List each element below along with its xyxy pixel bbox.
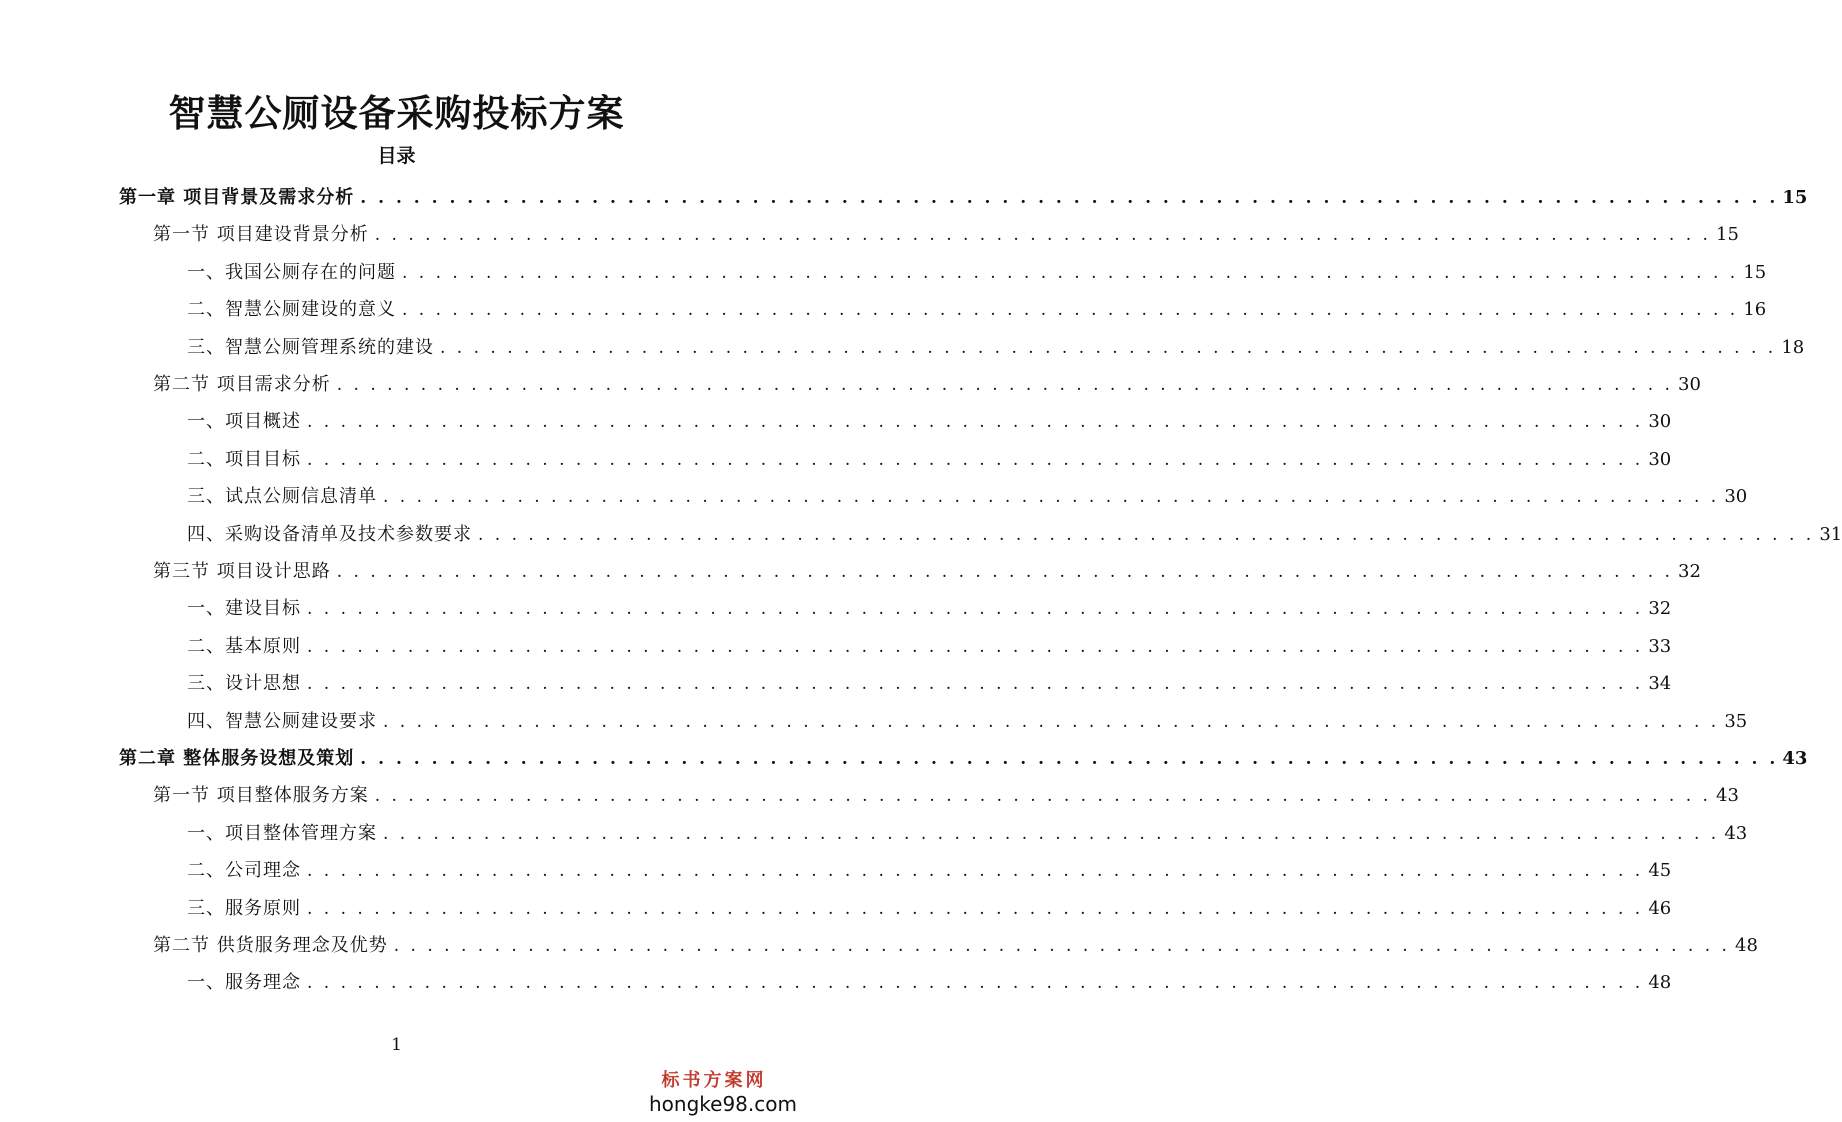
toc-entry-label: 第二章 整体服务设想及策划: [119, 748, 355, 769]
document-title: 智慧公厕设备采购投标方案: [168, 91, 625, 135]
watermark-site-url: hongke98.com: [649, 1092, 797, 1116]
toc-item-row[interactable]: [187, 330, 1805, 366]
toc-entry-page: 15: [1782, 187, 1808, 208]
toc-leader-dots: . . . . . . . . . . . . . . . . . . . . . . . . . . . . . . . . . . . . . . . . . . . . . . . . . . . . . . . . . . . . . . . . . . . . . . . . . . . . . . . .: [307, 899, 1644, 919]
toc-leader-dots: . . . . . . . . . . . . . . . . . . . . . . . . . . . . . . . . . . . . . . . . . . . . . . . . . . . . . . . . . . . . . . . . . . . . . . . . . . . . . . . .: [374, 225, 1711, 245]
toc-item-row[interactable]: [187, 816, 1748, 852]
toc-entry-label: 二、智慧公厕建设的意义: [187, 299, 396, 320]
toc-entry-page: 30: [1678, 374, 1701, 395]
toc-chapter-row[interactable]: [119, 741, 1808, 777]
toc-leader-dots: . . . . . . . . . . . . . . . . . . . . . . . . . . . . . . . . . . . . . . . . . . . . . . . . . . . . . . . . . . . . . . . . . . . . . . . . . . . . . . . .: [383, 487, 1720, 507]
toc-entry-page: 30: [1648, 411, 1672, 432]
toc-entry-label: 四、智慧公厕建设要求: [187, 711, 377, 732]
toc-item-row[interactable]: [187, 404, 1672, 440]
toc-leader-dots: . . . . . . . . . . . . . . . . . . . . . . . . . . . . . . . . . . . . . . . . . . . . . . . . . . . . . . . . . . . . . . . . . . . . . . . . . . . . . . . .: [402, 300, 1739, 320]
toc-leader-dots: . . . . . . . . . . . . . . . . . . . . . . . . . . . . . . . . . . . . . . . . . . . . . . . . . . . . . . . . . . . . . . . . . . . . . . . . . . . . . . . .: [307, 450, 1644, 470]
toc-entry-label: 三、智慧公厕管理系统的建设: [187, 337, 434, 358]
toc-item-row[interactable]: [187, 292, 1767, 328]
toc-entry-label: 第一节 项目整体服务方案: [153, 785, 369, 806]
toc-leader-dots: . . . . . . . . . . . . . . . . . . . . . . . . . . . . . . . . . . . . . . . . . . . . . . . . . . . . . . . . . . . . . . . . . . . . . . . . . . . . . . . .: [307, 674, 1644, 694]
toc-leader-dots: . . . . . . . . . . . . . . . . . . . . . . . . . . . . . . . . . . . . . . . . . . . . . . . . . . . . . . . . . . . . . . . . . . . . . . . . . . . . . . . .: [307, 599, 1644, 619]
toc-leader-dots: . . . . . . . . . . . . . . . . . . . . . . . . . . . . . . . . . . . . . . . . . . . . . . . . . . . . . . . . . . . . . . . . . . . . . . . . . . . . . . . .: [374, 786, 1711, 806]
toc-entry-page: 43: [1724, 823, 1748, 844]
toc-entry-page: 30: [1648, 449, 1672, 470]
toc-item-row[interactable]: [187, 517, 1842, 553]
toc-item-row[interactable]: [187, 853, 1672, 889]
toc-entry-label: 一、建设目标: [187, 598, 301, 619]
toc-entry-page: 46: [1648, 898, 1672, 919]
toc-entry-label: 三、试点公厕信息清单: [187, 486, 377, 507]
watermark-site-name: 标书方案网: [661, 1070, 767, 1091]
toc-entry-label: 第三节 项目设计思路: [153, 561, 331, 582]
toc-item-row[interactable]: [187, 255, 1767, 291]
toc-leader-dots: . . . . . . . . . . . . . . . . . . . . . . . . . . . . . . . . . . . . . . . . . . . . . . . . . . . . . . . . . . . . . . . . . . . . . . . . . . . . . . . .: [402, 263, 1739, 283]
toc-leader-dots: . . . . . . . . . . . . . . . . . . . . . . . . . . . . . . . . . . . . . . . . . . . . . . . . . . . . . . . . . . . . . . . . . . . . . . . . . . . . . . . .: [360, 749, 1779, 769]
toc-item-row[interactable]: [187, 965, 1672, 1001]
toc-entry-page: 16: [1743, 299, 1767, 320]
toc-item-row[interactable]: [187, 891, 1672, 927]
toc-entry-page: 15: [1716, 224, 1739, 245]
toc-item-row[interactable]: [187, 629, 1672, 665]
toc-item-row[interactable]: [187, 442, 1672, 478]
toc-entry-page: 48: [1735, 935, 1758, 956]
toc-leader-dots: . . . . . . . . . . . . . . . . . . . . . . . . . . . . . . . . . . . . . . . . . . . . . . . . . . . . . . . . . . . . . . . . . . . . . . . . . . . . . . . .: [307, 412, 1644, 432]
toc-entry-page: 35: [1724, 711, 1748, 732]
toc-entry-label: 第一章 项目背景及需求分析: [119, 187, 355, 208]
toc-leader-dots: . . . . . . . . . . . . . . . . . . . . . . . . . . . . . . . . . . . . . . . . . . . . . . . . . . . . . . . . . . . . . . . . . . . . . . . . . . . . . . . .: [440, 338, 1777, 358]
toc-section-row[interactable]: [153, 217, 1739, 253]
toc-item-row[interactable]: [187, 666, 1672, 702]
toc-heading: 目录: [377, 145, 416, 167]
toc-entry-label: 第一节 项目建设背景分析: [153, 224, 369, 245]
toc-entry-page: 30: [1724, 486, 1748, 507]
toc-entry-page: 43: [1782, 748, 1808, 769]
toc-leader-dots: . . . . . . . . . . . . . . . . . . . . . . . . . . . . . . . . . . . . . . . . . . . . . . . . . . . . . . . . . . . . . . . . . . . . . . . . . . . . . . . .: [307, 637, 1644, 657]
toc-entry-page: 45: [1648, 860, 1672, 881]
page-number: 1: [391, 1035, 402, 1055]
toc-section-row[interactable]: [153, 778, 1739, 814]
toc-entry-page: 34: [1648, 673, 1672, 694]
toc-section-row[interactable]: [153, 554, 1701, 590]
toc-chapter-row[interactable]: [119, 180, 1808, 216]
toc-entry-label: 一、项目整体管理方案: [187, 823, 377, 844]
toc-entry-label: 三、设计思想: [187, 673, 301, 694]
toc-leader-dots: . . . . . . . . . . . . . . . . . . . . . . . . . . . . . . . . . . . . . . . . . . . . . . . . . . . . . . . . . . . . . . . . . . . . . . . . . . . . . . . .: [307, 861, 1644, 881]
toc-entry-page: 32: [1648, 598, 1672, 619]
toc-entry-label: 第二节 项目需求分析: [153, 374, 331, 395]
toc-leader-dots: . . . . . . . . . . . . . . . . . . . . . . . . . . . . . . . . . . . . . . . . . . . . . . . . . . . . . . . . . . . . . . . . . . . . . . . . . . . . . . . .: [360, 188, 1779, 208]
toc-entry-label: 二、公司理念: [187, 860, 301, 881]
toc-entry-label: 第二节 供货服务理念及优势: [153, 935, 388, 956]
toc-leader-dots: . . . . . . . . . . . . . . . . . . . . . . . . . . . . . . . . . . . . . . . . . . . . . . . . . . . . . . . . . . . . . . . . . . . . . . . . . . . . . . . .: [393, 936, 1730, 956]
toc-entry-page: 32: [1678, 561, 1701, 582]
toc-leader-dots: . . . . . . . . . . . . . . . . . . . . . . . . . . . . . . . . . . . . . . . . . . . . . . . . . . . . . . . . . . . . . . . . . . . . . . . . . . . . . . . .: [383, 712, 1720, 732]
toc-entry-label: 二、基本原则: [187, 636, 301, 657]
toc-item-row[interactable]: [187, 591, 1672, 627]
toc-item-row[interactable]: [187, 479, 1748, 515]
toc-entry-page: 48: [1648, 972, 1672, 993]
toc-leader-dots: . . . . . . . . . . . . . . . . . . . . . . . . . . . . . . . . . . . . . . . . . . . . . . . . . . . . . . . . . . . . . . . . . . . . . . . . . . . . . . . .: [307, 973, 1644, 993]
toc-entry-label: 一、服务理念: [187, 972, 301, 993]
toc-entry-label: 一、项目概述: [187, 411, 301, 432]
toc-entry-page: 43: [1716, 785, 1739, 806]
toc-entry-label: 二、项目目标: [187, 449, 301, 470]
toc-leader-dots: . . . . . . . . . . . . . . . . . . . . . . . . . . . . . . . . . . . . . . . . . . . . . . . . . . . . . . . . . . . . . . . . . . . . . . . . . . . . . . . .: [336, 375, 1673, 395]
toc-leader-dots: . . . . . . . . . . . . . . . . . . . . . . . . . . . . . . . . . . . . . . . . . . . . . . . . . . . . . . . . . . . . . . . . . . . . . . . . . . . . . . . .: [478, 525, 1815, 545]
toc-entry-label: 一、我国公厕存在的问题: [187, 262, 396, 283]
toc-entry-label: 三、服务原则: [187, 898, 301, 919]
toc-leader-dots: . . . . . . . . . . . . . . . . . . . . . . . . . . . . . . . . . . . . . . . . . . . . . . . . . . . . . . . . . . . . . . . . . . . . . . . . . . . . . . . .: [383, 824, 1720, 844]
toc-entry-page: 15: [1743, 262, 1767, 283]
toc-leader-dots: . . . . . . . . . . . . . . . . . . . . . . . . . . . . . . . . . . . . . . . . . . . . . . . . . . . . . . . . . . . . . . . . . . . . . . . . . . . . . . . .: [336, 562, 1673, 582]
toc-entry-page: 33: [1648, 636, 1672, 657]
toc-entry-label: 四、采购设备清单及技术参数要求: [187, 524, 472, 545]
toc-entry-page: 18: [1781, 337, 1805, 358]
toc-item-row[interactable]: [187, 704, 1748, 740]
toc-section-row[interactable]: [153, 367, 1701, 403]
watermark-logo: [649, 1070, 797, 1116]
toc-entry-page: 31: [1819, 524, 1842, 545]
toc-section-row[interactable]: [153, 928, 1758, 964]
